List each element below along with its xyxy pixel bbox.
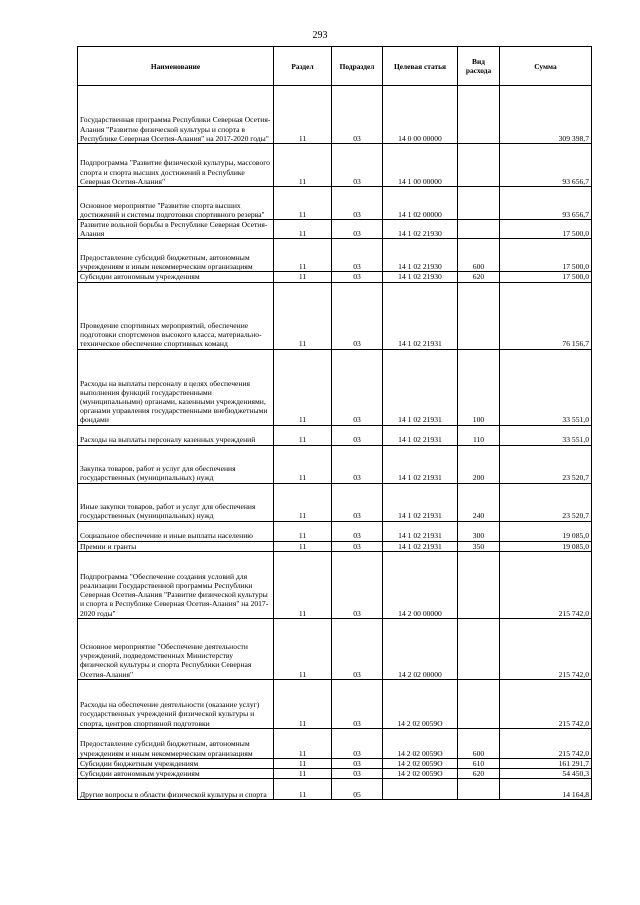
row-target: 14 1 02 00000 [383,187,458,220]
row-subsection: 03 [332,187,383,220]
row-subsection: 03 [332,349,383,425]
row-expense-type [458,144,500,187]
row-expense-type [458,187,500,220]
row-section: 11 [274,758,332,768]
header-target: Целевая статья [383,47,458,86]
row-section: 11 [274,282,332,349]
row-name: Расходы на выплаты персоналу казенных учреждений [78,425,274,445]
row-amount: 19 085,0 [500,541,592,551]
table-row [78,425,592,445]
row-amount: 19 085,0 [500,521,592,541]
row-target: 14 1 02 21931 [383,483,458,521]
row-section: 11 [274,425,332,445]
row-expense-type: 620 [458,272,500,282]
row-amount: 17 500,0 [500,239,592,272]
row-name: Предоставление субсидий бюджетным, автономным учреждениям и иным некоммерческим организациям [78,239,274,272]
row-amount: 23 520,7 [500,445,592,483]
row-target: 14 2 02 0059О [383,679,458,728]
table-header-row [78,47,592,86]
row-amount: 215 742,0 [500,551,592,618]
row-section: 11 [274,551,332,618]
row-name: Субсидии бюджетным учреждениям [78,758,274,768]
table-row [78,187,592,220]
table-row [78,758,592,768]
table-row [78,779,592,800]
row-expense-type [458,86,500,144]
row-target: 14 2 02 00000 [383,618,458,679]
row-name: Расходы на обеспечение деятельности (оказание услуг) государственных учреждений физической культуры и спорта, центров спортивной подготовки [78,679,274,728]
row-name: Основное мероприятие "Развитие спорта высших достижений и системы подготовки спортивного резерва" [78,187,274,220]
row-section: 11 [274,239,332,272]
row-target: 14 1 02 21931 [383,282,458,349]
row-amount: 93 656,7 [500,144,592,187]
row-name: Закупка товаров, работ и услуг для обеспечения государственных (муниципальных) нужд [78,445,274,483]
table-row [78,239,592,272]
row-name: Подпрограмма "Обеспечение создания условий для реализации Государственной программы Республики Северная Осетия-Алания "Развитие физической культуры и спорта в Республике Северная Осетия-Алания" на 2017-2020 годы" [78,551,274,618]
row-amount: 161 291,7 [500,758,592,768]
row-subsection: 03 [332,220,383,239]
table-row [78,445,592,483]
row-target: 14 1 02 21931 [383,349,458,425]
table-body [78,86,592,800]
row-target: 14 2 02 0059О [383,758,458,768]
row-name: Субсидии автономным учреждениям [78,769,274,779]
row-target: 14 1 02 21931 [383,425,458,445]
row-subsection: 03 [332,445,383,483]
row-expense-type: 110 [458,425,500,445]
row-section: 11 [274,541,332,551]
row-amount: 17 500,0 [500,220,592,239]
row-target: 14 1 02 21931 [383,445,458,483]
header-expense-type: Вид расхода [458,47,500,86]
row-name: Основное мероприятие "Обеспечение деятельности учреждений, подведомственных Министерству физической культуры и спорта Республики Северная Осетия-Алания" [78,618,274,679]
header-subsection: Подраздел [332,47,383,86]
row-expense-type: 610 [458,758,500,768]
row-section: 11 [274,220,332,239]
budget-table [77,46,592,800]
row-target: 14 0 00 00000 [383,86,458,144]
row-section: 11 [274,445,332,483]
row-subsection: 03 [332,769,383,779]
row-amount: 215 742,0 [500,728,592,758]
table-row [78,679,592,728]
row-amount: 215 742,0 [500,679,592,728]
row-amount: 23 520,7 [500,483,592,521]
row-amount: 33 551,0 [500,425,592,445]
row-subsection: 03 [332,483,383,521]
row-subsection: 03 [332,86,383,144]
row-section: 11 [274,144,332,187]
row-name: Премии и гранты [78,541,274,551]
row-expense-type: 300 [458,521,500,541]
row-target [383,779,458,800]
row-section: 11 [274,272,332,282]
row-section: 11 [274,349,332,425]
row-name: Государственная программа Республики Северная Осетия-Алания "Развитие физической культуры и спорта в Республике Северная Осетия-Алания" на 2017-2020 годы" [78,86,274,144]
row-target: 14 2 02 0059О [383,769,458,779]
row-expense-type [458,220,500,239]
row-name: Развитие вольной борьбы в Республике Северная Осетия-Алания [78,220,274,239]
row-expense-type [458,618,500,679]
row-subsection: 03 [332,618,383,679]
row-target: 14 1 02 21931 [383,521,458,541]
row-name: Субсидии автономным учреждениям [78,272,274,282]
table-row [78,86,592,144]
row-subsection: 03 [332,144,383,187]
header-name: Наименование [78,47,274,86]
row-expense-type: 240 [458,483,500,521]
row-section: 11 [274,618,332,679]
table-row [78,728,592,758]
row-amount: 309 398,7 [500,86,592,144]
row-subsection: 03 [332,679,383,728]
table-row [78,769,592,779]
row-subsection: 03 [332,282,383,349]
table-row [78,220,592,239]
row-section: 11 [274,779,332,800]
row-expense-type [458,551,500,618]
row-amount: 76 156,7 [500,282,592,349]
row-amount: 215 742,0 [500,618,592,679]
header-section: Раздел [274,47,332,86]
row-name: Расходы на выплаты персоналу в целях обеспечения выполнения функций государственными (муниципальными) органами, казенными учреждениями, органами управления государственными внебюджетными фондами [78,349,274,425]
row-expense-type: 350 [458,541,500,551]
table-row [78,551,592,618]
row-subsection: 05 [332,779,383,800]
row-target: 14 1 02 21931 [383,541,458,551]
row-expense-type: 100 [458,349,500,425]
row-name: Подпрограмма "Развитие физической культуры, массового спорта и спорта высших достижений в Республике Северная Осетия-Алания" [78,144,274,187]
row-section: 11 [274,521,332,541]
table-row [78,282,592,349]
row-subsection: 03 [332,551,383,618]
row-target: 14 1 00 00000 [383,144,458,187]
row-amount: 93 656,7 [500,187,592,220]
row-expense-type [458,679,500,728]
row-target: 14 2 02 0059О [383,728,458,758]
row-expense-type: 600 [458,728,500,758]
row-subsection: 03 [332,521,383,541]
table-row [78,541,592,551]
row-name: Другие вопросы в области физической культуры и спорта [78,779,274,800]
row-expense-type: 200 [458,445,500,483]
row-expense-type: 620 [458,769,500,779]
table-row [78,272,592,282]
row-subsection: 03 [332,541,383,551]
row-amount: 33 551,0 [500,349,592,425]
row-subsection: 03 [332,758,383,768]
table-row [78,349,592,425]
row-name: Предоставление субсидий бюджетным, автономным учреждениям и иным некоммерческим организациям [78,728,274,758]
row-subsection: 03 [332,728,383,758]
row-section: 11 [274,187,332,220]
row-target: 14 1 02 21930 [383,239,458,272]
table-row [78,618,592,679]
row-section: 11 [274,769,332,779]
row-amount: 54 450,3 [500,769,592,779]
row-target: 14 1 02 21930 [383,272,458,282]
page-number: 293 [312,30,328,41]
row-expense-type [458,282,500,349]
row-expense-type [458,779,500,800]
header-amount: Сумма [500,47,592,86]
table-row [78,144,592,187]
row-name: Проведение спортивных мероприятий, обеспечение подготовки спортсменов высокого класса, материально-техническое обеспечение спортивных команд [78,282,274,349]
row-amount: 17 500,0 [500,272,592,282]
row-subsection: 03 [332,239,383,272]
table-row [78,483,592,521]
row-target: 14 2 00 00000 [383,551,458,618]
row-subsection: 03 [332,272,383,282]
row-section: 11 [274,86,332,144]
row-target: 14 1 02 21930 [383,220,458,239]
row-expense-type: 600 [458,239,500,272]
table-row [78,521,592,541]
row-amount: 14 164,8 [500,779,592,800]
row-name: Социальное обеспечение и иные выплаты населению [78,521,274,541]
row-section: 11 [274,679,332,728]
row-subsection: 03 [332,425,383,445]
row-name: Иные закупки товаров, работ и услуг для обеспечения государственных (муниципальных) нужд [78,483,274,521]
row-section: 11 [274,728,332,758]
row-section: 11 [274,483,332,521]
